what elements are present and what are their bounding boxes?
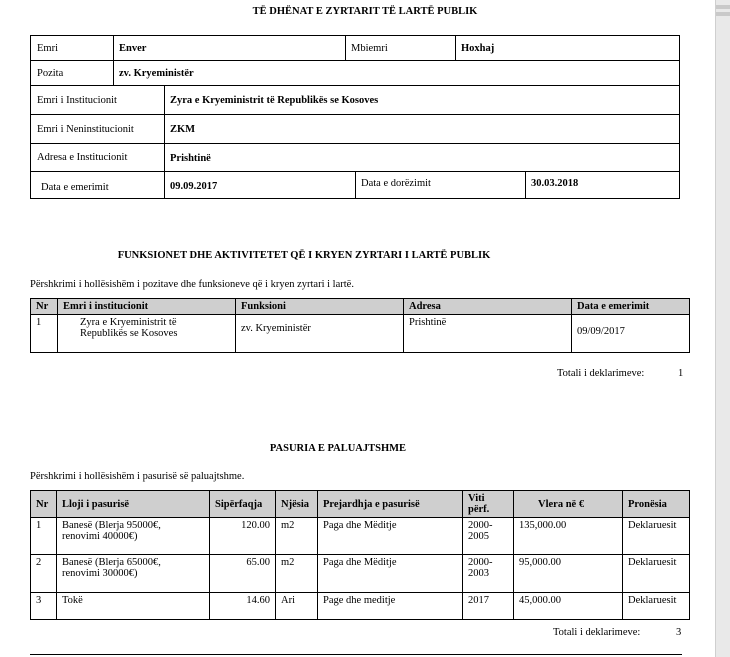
real-estate-total-label: Totali i deklarimeve: (553, 627, 641, 638)
row-function: zv. Kryeministër (236, 315, 404, 353)
row-date: 09/09/2017 (572, 315, 690, 353)
row-ownership: Deklaruesit (623, 555, 690, 593)
functions-description: Përshkrimi i hollësishëm i pozitave dhe funksioneve që i kryen zyrtari i lartë. (30, 279, 354, 290)
real-estate-header-row (31, 491, 690, 518)
row-area: 120.00 (210, 518, 276, 555)
table-row (31, 593, 690, 620)
row-type (57, 518, 210, 555)
row-ownership: Deklaruesit (623, 518, 690, 555)
row-origin: Paga dhe Mëditje (318, 555, 463, 593)
row-type-line2: renovimi 40000€) (62, 531, 138, 542)
functions-total-label: Totali i deklarimeve: (557, 368, 645, 379)
col-address: Adresa (404, 299, 572, 315)
row-value: 135,000.00 (514, 518, 623, 555)
col-property-type: Lloji i pasurisë (57, 491, 210, 518)
institution-label: Emri i Institucionit (37, 95, 117, 106)
row-type-line1: Tokë (62, 595, 83, 606)
bottom-divider (30, 654, 682, 655)
surname-value: Hoxhaj (461, 43, 495, 54)
row-unit: m2 (276, 555, 318, 593)
row-nr: 2 (31, 555, 57, 593)
real-estate-total-value: 3 (676, 627, 682, 638)
row-origin: Page dhe meditje (318, 593, 463, 620)
table-row (31, 518, 690, 555)
row-type (57, 555, 210, 593)
info-row-sub-institution (31, 115, 679, 144)
row-year: 2017 (463, 593, 514, 620)
page-scrollbar[interactable] (715, 0, 730, 657)
personal-info-box (30, 35, 680, 199)
functions-total-value: 1 (678, 368, 684, 379)
row-value: 45,000.00 (514, 593, 623, 620)
row-unit: Ari (276, 593, 318, 620)
table-row (31, 555, 690, 593)
info-row-dates (31, 172, 679, 198)
row-institution-line2: Republikës se Kosoves (80, 328, 178, 339)
row-value: 95,000.00 (514, 555, 623, 593)
col-nr: Nr (31, 491, 57, 518)
info-row-address (31, 144, 679, 172)
row-unit: m2 (276, 518, 318, 555)
row-area: 65.00 (210, 555, 276, 593)
row-ownership: Deklaruesit (623, 593, 690, 620)
col-ownership: Pronësia (623, 491, 690, 518)
col-function: Funksioni (236, 299, 404, 315)
section-title-functions: FUNKSIONET DHE AKTIVITETET QË I KRYEN ZYRTARI I LARTË PUBLIK (117, 250, 491, 261)
row-type-line2: renovimi 30000€) (62, 568, 138, 579)
row-nr: 1 (31, 518, 57, 555)
col-unit: Njësia (276, 491, 318, 518)
name-label: Emri (37, 43, 58, 54)
institution-value: Zyra e Kryeministrit të Republikës se Kosoves (170, 95, 379, 106)
appointment-value: 09.09.2017 (170, 181, 218, 192)
row-year: 2000-2003 (463, 555, 514, 593)
address-value: Prishtinë (170, 153, 211, 164)
real-estate-description: Përshkrimi i hollësishëm i pasurisë së paluajtshme. (30, 471, 245, 482)
row-origin: Paga dhe Mëditje (318, 518, 463, 555)
info-row-institution (31, 86, 679, 115)
name-value: Enver (119, 43, 147, 54)
row-address: Prishtinë (404, 315, 572, 353)
table-row (31, 315, 690, 353)
submission-label: Data e dorëzimit (361, 178, 431, 189)
col-area: Sipërfaqja (210, 491, 276, 518)
functions-header-row (31, 299, 690, 315)
col-nr: Nr (31, 299, 58, 315)
col-institution: Emri i institucionit (58, 299, 236, 315)
section-title-real-estate: PASURIA E PALUAJTSHME (269, 443, 407, 454)
functions-table (30, 298, 690, 353)
row-nr: 3 (31, 593, 57, 620)
position-label: Pozita (37, 68, 64, 79)
position-value: zv. Kryeministër (119, 68, 194, 79)
row-nr: 1 (31, 315, 58, 353)
info-row-name (31, 36, 679, 61)
sub-institution-label: Emri i Neninstitucionit (37, 124, 134, 135)
surname-label: Mbiemri (351, 43, 388, 54)
info-row-position (31, 61, 679, 86)
real-estate-table (30, 490, 690, 620)
appointment-label: Data e emerimit (41, 182, 109, 193)
row-institution-line1: Zyra e Kryeministrit të (80, 317, 177, 328)
row-year: 2000-2005 (463, 518, 514, 555)
col-appointment-date: Data e emerimit (572, 299, 690, 315)
section-title-personal: TË DHËNAT E ZYRTARIT TË LARTË PUBLIK (252, 6, 478, 17)
row-type-line1: Banesë (Blerja 95000€, (62, 520, 161, 531)
row-type (57, 593, 210, 620)
address-label: Adresa e Institucionit (37, 152, 128, 163)
col-origin: Prejardhja e pasurisë (318, 491, 463, 518)
sub-institution-value: ZKM (170, 124, 196, 135)
col-value: Vlera në € (514, 491, 623, 518)
submission-value: 30.03.2018 (531, 178, 579, 189)
row-institution (58, 315, 236, 353)
col-year: Viti përf. (463, 491, 514, 518)
row-area: 14.60 (210, 593, 276, 620)
row-type-line1: Banesë (Blerja 65000€, (62, 557, 161, 568)
